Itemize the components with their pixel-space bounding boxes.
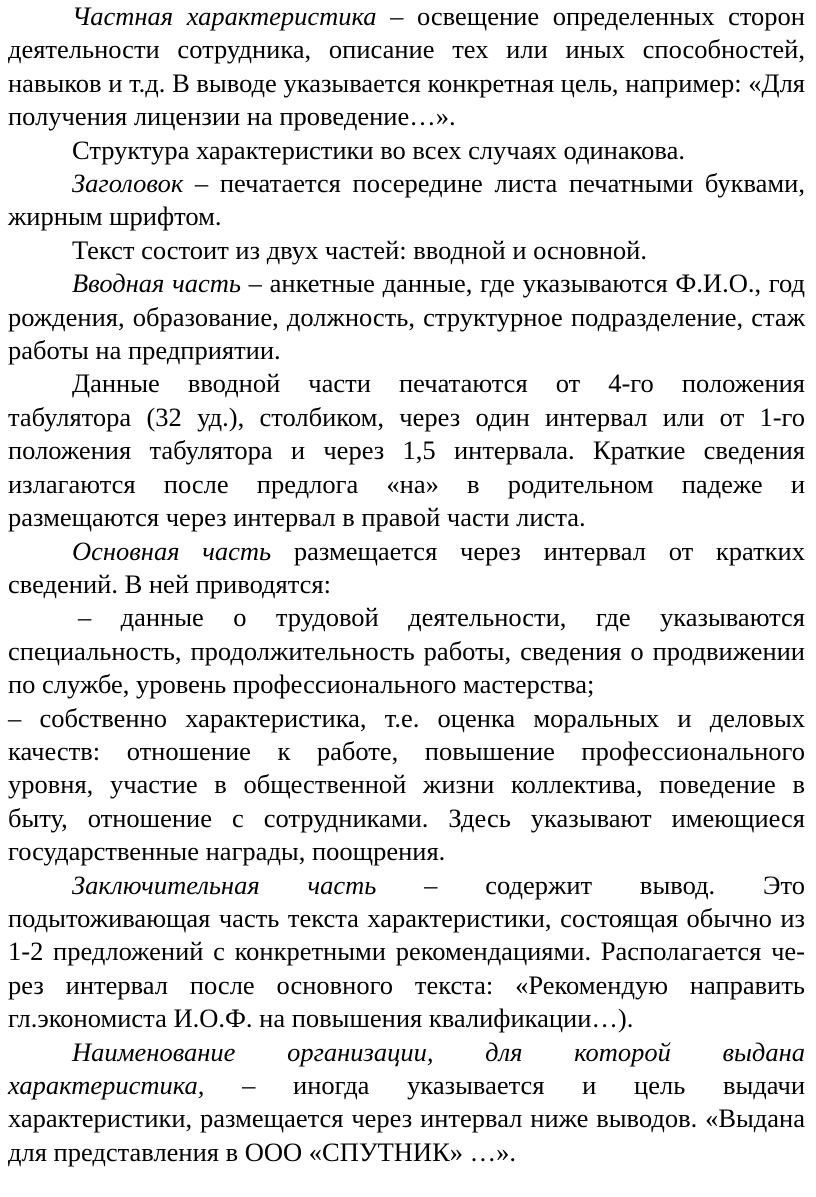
term-heading: Заголовок — [72, 168, 184, 199]
paragraph-structure — [8, 134, 805, 167]
paragraph-text-parts — [8, 234, 805, 267]
paragraph-text: – печатается посередине листа печатными буквами, жирным шрифтом. — [8, 168, 805, 232]
document-page — [8, 0, 805, 1169]
paragraph-heading — [8, 167, 805, 234]
term-final-part: Заключительная часть — [72, 869, 377, 900]
text-line: государственные награды, поощрения. — [8, 836, 446, 867]
text-line: уровня, участие в общественной жизни коллектива, поведение в — [8, 769, 805, 800]
paragraph-text: Данные вводной части печатаются от 4-го положения табулятора (32 уд.), столбиком, через один интервал или от 1-го положения табулятора и через 1,5 интервала. Краткие сведения излагаются после предлога «на» в родительном падеже и размещаются через интервал в правой части листа. — [8, 368, 805, 533]
paragraph-final-part — [8, 869, 805, 1036]
term-organization-name: Наименование организации, для которой выдана характеристика, — [8, 1036, 805, 1100]
term-main-part: Основная часть — [72, 535, 272, 566]
text-line: быту, отношение с сотрудниками. Здесь указывают имеющиеся — [8, 802, 805, 833]
paragraph-organization-name — [8, 1036, 805, 1170]
paragraph-text: – анкетные данные, где указываются Ф.И.О., год рождения, образование, должность, структурное подразделение, стаж работы на предприятии. — [8, 268, 805, 366]
paragraph-work-activity — [8, 601, 805, 701]
paragraph-characteristic-proper — [8, 702, 805, 869]
paragraph-private-characteristic — [8, 0, 805, 134]
paragraph-text: размещается через интервал от кратких сведений. В ней приводятся: — [8, 535, 805, 599]
paragraph-text: Текст состоит из двух частей: вводной и основной. — [72, 234, 647, 265]
paragraph-text: – данные о трудовой деятельности, где указываются специальность, продолжительность работы, сведения о продвижении по службе, уровень профессионального мастерства; — [8, 602, 805, 700]
paragraph-text: Структура характеристики во всех случаях одинакова. — [72, 134, 685, 165]
term-intro-part: Вводная часть — [72, 268, 241, 299]
text-line: качеств: отношение к работе, повышение профессионального — [8, 735, 805, 766]
term-private-characteristic: Частная характеристика — [72, 1, 377, 31]
paragraph-text: – содержит вывод. Это подытоживающая часть текста характеристики, состоящая обычно из 1-2 предложений с конкретными рекомендациями. Располагается че- рез интервал после основного текста: «Рекомендую направить гл.экономиста И.О.Ф. на повышения квалификации…). — [8, 869, 805, 1034]
paragraph-text: – освещение определенных сторон деятельности сотрудника, описание тех или иных способностей, навыков и т.д. В выводе указывается конкретная цель, например: «Для получения лицензии на проведение…». — [8, 1, 805, 132]
paragraph-main-part — [8, 535, 805, 602]
paragraph-intro-part — [8, 267, 805, 367]
text-line: – собственно характеристика, т.е. оценка моральных и деловых — [8, 702, 805, 733]
paragraph-intro-data — [8, 367, 805, 534]
paragraph-text: – иногда указывается и цель выдачи характеристики, размещается через интервал ниже выводов. «Выдана для представления в ООО «СПУТНИК» …». — [8, 1070, 805, 1167]
